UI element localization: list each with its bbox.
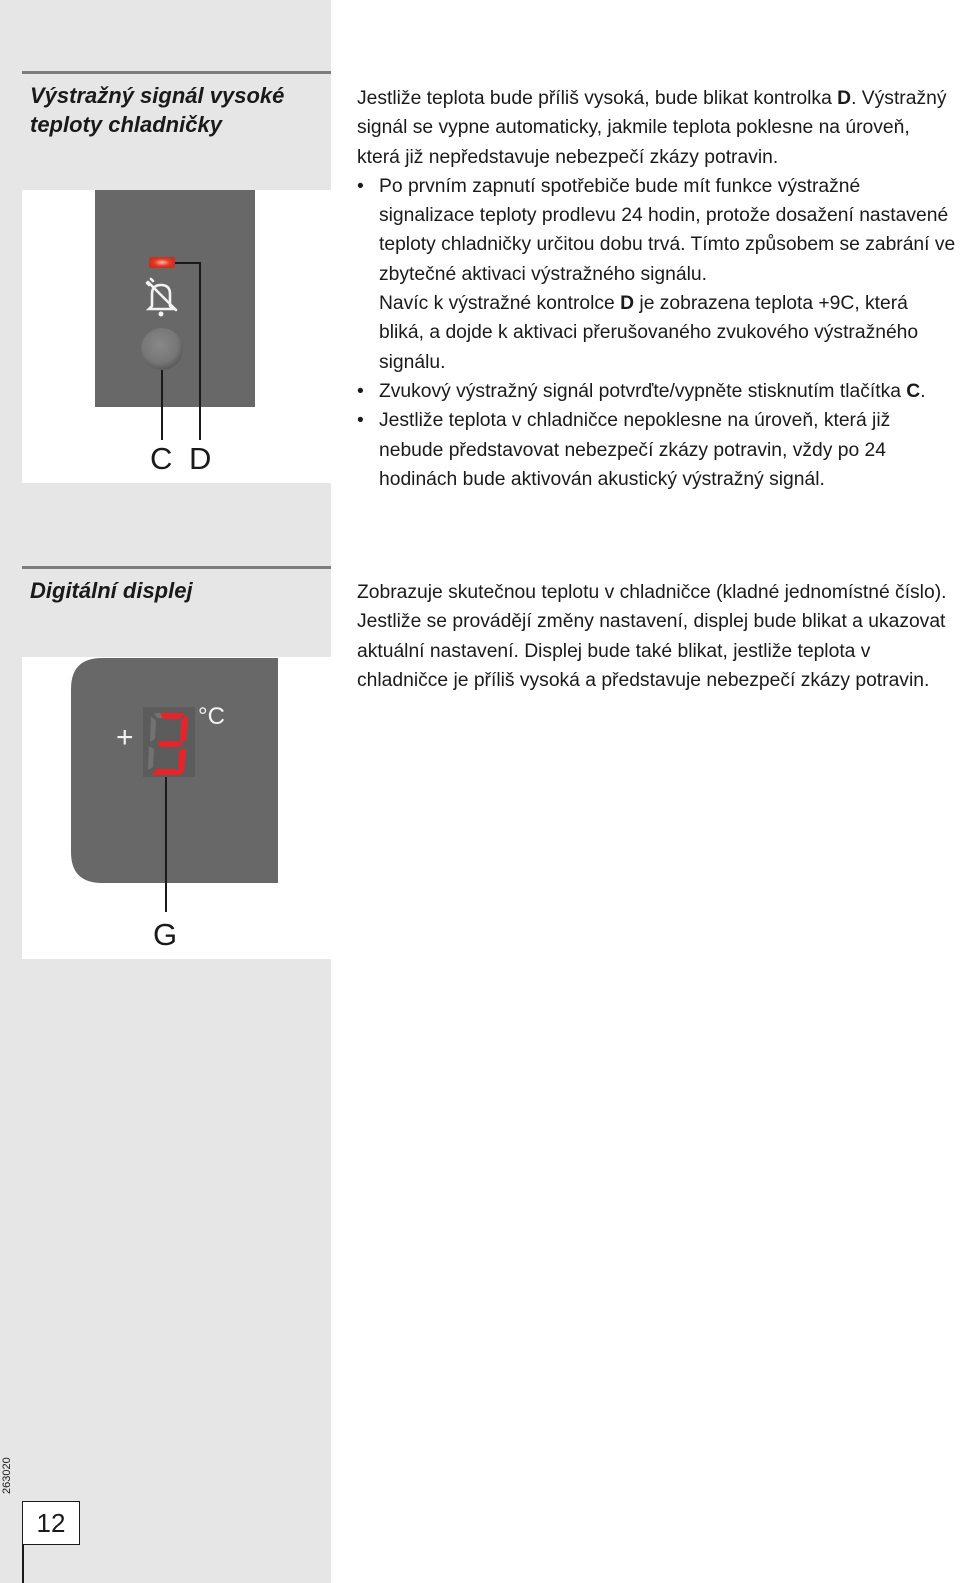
page-number-line	[22, 1545, 24, 1583]
page-number: 12	[22, 1501, 80, 1545]
alarm-body-text	[357, 84, 957, 494]
display-panel-figure	[22, 657, 331, 959]
bullet-text-delay: Po prvním zapnutí spotřebiče bude mít funkce výstražné signalizace teploty prodlevu 24 hodin, protože dosažení nastavené teploty chladničky určitou dobu trvá. Tímto způsobem se zabrání ve zbytečné aktivaci výstražného signálu.	[379, 175, 956, 285]
plus-sign: +	[116, 721, 134, 754]
bullet1-cont-run-0: Navíc k výstražné kontrolce	[379, 293, 621, 315]
intro-run-0: Jestliže teplota bude příliš vysoká, bude blikat kontrolka	[357, 88, 838, 109]
celsius-unit-label: °C	[198, 703, 225, 730]
display-panel-illustration	[22, 657, 331, 959]
intro-run-1: D	[837, 88, 852, 109]
callout-label-d: D	[189, 441, 212, 476]
bullet2-run-0: Zvukový výstražný signál potvrďte/vypněte stisknutím tlačítka	[379, 380, 907, 402]
alarm-panel-figure	[22, 190, 331, 483]
document-code: 263020	[1, 1457, 13, 1494]
bullet-dot: •	[357, 380, 364, 402]
alarm-panel-illustration	[22, 190, 331, 483]
bullet-dot: •	[357, 175, 364, 197]
bullet2-run-1: C	[906, 380, 921, 402]
bullet1-cont-run-2: je zobrazena teplota +9C, která bliká, a dojde k aktivaci přerušovaného zvukového výstražného signálu.	[379, 293, 919, 373]
display-body-text	[357, 578, 957, 695]
section-title-display: Digitální displej	[30, 578, 193, 603]
bullet-text-repeat: Jestliže teplota v chladničce nepoklesne na úroveň, která již nebude představovat nebezpečí zkázy potravin, vždy po 24 hodinách bude aktivován akustický výstražný signál.	[379, 410, 891, 490]
alarm-button-c[interactable]	[141, 328, 183, 370]
bullet1-cont-run-1: D	[620, 293, 635, 315]
section-rule	[22, 566, 331, 569]
bullet-text-confirm	[379, 381, 926, 402]
control-panel	[95, 190, 255, 407]
callout-label-c: C	[150, 441, 173, 476]
section-rule	[22, 71, 331, 74]
bullet-item	[357, 377, 957, 406]
section-title-alarm: Výstražný signál vysoké teploty chladničky	[30, 83, 285, 137]
display-description: Zobrazuje skutečnou teplotu v chladničce (kladné jednomístné číslo). Jestliže se provádějí změny nastavení, displej bude blikat a ukazovat aktuální nastavení. Displej bude také blikat, jestliže teplota v chladničce je příliš vysoká a představuje nebezpečí zkázy potravin.	[357, 582, 947, 691]
bullet-item	[357, 406, 957, 494]
bullet2-run-2: .	[920, 380, 926, 402]
callout-label-g: G	[153, 917, 178, 952]
intro-run-2: . Výstražný signál se vypne automaticky, jakmile teplota poklesne na úroveň, která již nepředstavuje nebezpečí zkázy potravin.	[357, 88, 947, 168]
bullet-dot: •	[357, 410, 364, 432]
bullet-continuation	[357, 289, 957, 377]
bullet-item	[357, 172, 957, 289]
warning-led-d	[149, 257, 175, 268]
alarm-intro-paragraph	[357, 84, 957, 172]
